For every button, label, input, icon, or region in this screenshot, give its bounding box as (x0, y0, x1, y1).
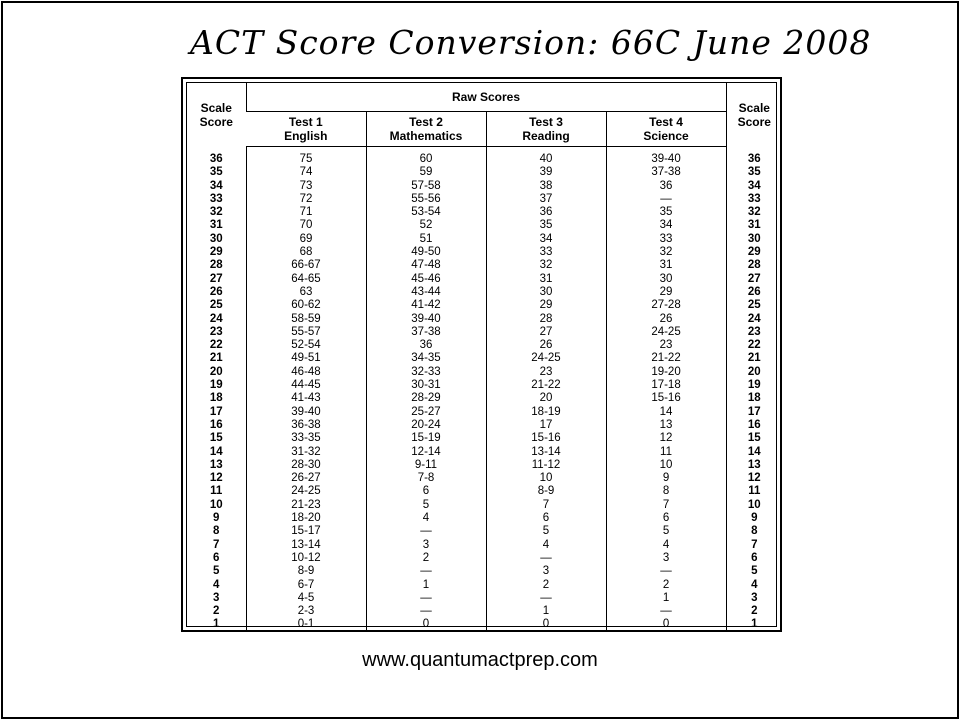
cell-scale-score-right: 11 (726, 485, 782, 498)
cell-scale-score-left: 13 (209, 458, 223, 471)
cell-science: 7 (606, 499, 726, 512)
table-row (187, 326, 782, 339)
cell-mathematics: 43-44 (366, 286, 486, 299)
cell-english: 36-38 (246, 419, 366, 432)
cell-science: 36 (606, 180, 726, 193)
header-test2-mathematics: Test 2 Mathematics (366, 112, 486, 147)
cell-english: 13-14 (246, 539, 366, 552)
cell-science: 24-25 (606, 326, 726, 339)
cell-english: 55-57 (246, 326, 366, 339)
cell-reading: 4 (486, 539, 606, 552)
cell-science: 8 (606, 485, 726, 498)
table-row (187, 379, 782, 392)
cell-scale-score-right: 19 (726, 379, 782, 392)
cell-scale-score-left: 34 (209, 179, 223, 192)
cell-scale-score-left: 27 (209, 272, 223, 285)
table-row (187, 539, 782, 552)
cell-science: 35 (606, 206, 726, 219)
cell-scale-score-left: 5 (213, 565, 220, 578)
cell-english: 46-48 (246, 366, 366, 379)
cell-english: 15-17 (246, 525, 366, 538)
cell-reading: 35 (486, 219, 606, 232)
cell-scale-score-left: 22 (209, 339, 223, 352)
cell-scale-score-left: 24 (209, 312, 223, 325)
table-row (187, 180, 782, 193)
cell-reading: 23 (486, 366, 606, 379)
table-row (187, 552, 782, 565)
cell-reading: 39 (486, 166, 606, 179)
cell-scale-score-right: 17 (726, 406, 782, 419)
cell-scale-score-right: 31 (726, 219, 782, 232)
table-row (187, 366, 782, 379)
cell-mathematics: 6 (366, 485, 486, 498)
table-row (187, 459, 782, 472)
cell-reading: 37 (486, 193, 606, 206)
table-row (187, 219, 782, 232)
cell-english: 68 (246, 246, 366, 259)
cell-english: 69 (246, 233, 366, 246)
cell-reading: 34 (486, 233, 606, 246)
cell-english: 64-65 (246, 273, 366, 286)
cell-mathematics: 52 (366, 219, 486, 232)
cell-scale-score-left: 7 (213, 538, 220, 551)
cell-english: 8-9 (246, 565, 366, 578)
cell-reading: — (486, 552, 606, 565)
cell-mathematics: 41-42 (366, 299, 486, 312)
cell-reading: 10 (486, 472, 606, 485)
cell-science: 2 (606, 579, 726, 592)
cell-scale-score-left: 10 (209, 498, 223, 511)
cell-scale-score-right: 14 (726, 446, 782, 459)
cell-scale-score-left: 14 (209, 445, 223, 458)
cell-english: 24-25 (246, 485, 366, 498)
cell-english: 6-7 (246, 579, 366, 592)
table-row (187, 419, 782, 432)
cell-english: 4-5 (246, 592, 366, 605)
cell-scale-score-right: 35 (726, 166, 782, 179)
cell-scale-score-right: 21 (726, 352, 782, 365)
cell-english: 52-54 (246, 339, 366, 352)
cell-reading: 8-9 (486, 485, 606, 498)
cell-science: — (606, 193, 726, 206)
cell-scale-score-left: 17 (209, 405, 223, 418)
cell-scale-score-right: 18 (726, 392, 782, 405)
cell-scale-score-right: 26 (726, 286, 782, 299)
cell-reading: 29 (486, 299, 606, 312)
cell-reading: 7 (486, 499, 606, 512)
cell-reading: 3 (486, 565, 606, 578)
table-row (187, 565, 782, 578)
conversion-table (187, 83, 782, 632)
cell-reading: 33 (486, 246, 606, 259)
cell-scale-score-left: 8 (213, 525, 220, 538)
cell-scale-score-left: 21 (209, 352, 223, 365)
cell-reading: 24-25 (486, 352, 606, 365)
cell-english: 21-23 (246, 499, 366, 512)
cell-reading: 20 (486, 392, 606, 405)
cell-science: 6 (606, 512, 726, 525)
cell-scale-score-right: 16 (726, 419, 782, 432)
cell-reading: 15-16 (486, 432, 606, 445)
cell-science: 32 (606, 246, 726, 259)
table-row (187, 313, 782, 326)
cell-mathematics: 57-58 (366, 180, 486, 193)
cell-reading: 2 (486, 579, 606, 592)
cell-mathematics: 55-56 (366, 193, 486, 206)
cell-english: 72 (246, 193, 366, 206)
cell-scale-score-right: 30 (726, 233, 782, 246)
cell-mathematics: 37-38 (366, 326, 486, 339)
cell-science: 17-18 (606, 379, 726, 392)
table-row (187, 592, 782, 605)
cell-scale-score-left: 28 (209, 259, 223, 272)
cell-mathematics: 53-54 (366, 206, 486, 219)
cell-scale-score-left: 1 (213, 618, 220, 631)
cell-science: 11 (606, 446, 726, 459)
cell-scale-score-left: 11 (210, 485, 223, 498)
cell-scale-score-left: 35 (209, 166, 223, 179)
cell-english: 71 (246, 206, 366, 219)
cell-mathematics: 47-48 (366, 259, 486, 272)
cell-english: 31-32 (246, 446, 366, 459)
cell-scale-score-right: 10 (726, 499, 782, 512)
cell-scale-score-right: 8 (726, 525, 782, 538)
cell-science: — (606, 565, 726, 578)
cell-scale-score-right: 29 (726, 246, 782, 259)
cell-science: 9 (606, 472, 726, 485)
cell-mathematics: — (366, 605, 486, 618)
cell-english: 0-1 (246, 618, 366, 631)
table-row (187, 259, 782, 272)
cell-reading: 30 (486, 286, 606, 299)
cell-science: 1 (606, 592, 726, 605)
cell-english: 44-45 (246, 379, 366, 392)
cell-mathematics: — (366, 525, 486, 538)
table-row (187, 206, 782, 219)
cell-mathematics: 59 (366, 166, 486, 179)
cell-scale-score-right: 4 (726, 579, 782, 592)
cell-english: 70 (246, 219, 366, 232)
cell-science: 26 (606, 313, 726, 326)
cell-science: 29 (606, 286, 726, 299)
cell-science: 33 (606, 233, 726, 246)
cell-mathematics: 7-8 (366, 472, 486, 485)
cell-english: 58-59 (246, 313, 366, 326)
table-inner-border (186, 82, 777, 631)
header-test4-science: Test 4 Science (606, 112, 726, 147)
cell-science: 4 (606, 539, 726, 552)
cell-science: 14 (606, 406, 726, 419)
table-row (187, 605, 782, 618)
cell-scale-score-left: 16 (209, 418, 223, 431)
cell-science: 21-22 (606, 352, 726, 365)
cell-reading: 17 (486, 419, 606, 432)
slide-title: ACT Score Conversion: 66C June 2008 (190, 23, 872, 62)
header-scale-score-right: Scale Score (726, 83, 782, 147)
cell-reading: 21-22 (486, 379, 606, 392)
cell-english: 75 (246, 147, 366, 167)
cell-science: 5 (606, 525, 726, 538)
cell-scale-score-left: 15 (209, 432, 223, 445)
table-row (187, 273, 782, 286)
cell-mathematics: 32-33 (366, 366, 486, 379)
cell-scale-score-left: 3 (213, 591, 220, 604)
cell-science: 34 (606, 219, 726, 232)
cell-reading: 26 (486, 339, 606, 352)
cell-scale-score-right: 15 (726, 432, 782, 445)
cell-scale-score-left: 29 (209, 246, 223, 259)
cell-science: 27-28 (606, 299, 726, 312)
cell-scale-score-left: 12 (209, 472, 223, 485)
cell-reading: 31 (486, 273, 606, 286)
cell-english: 18-20 (246, 512, 366, 525)
cell-scale-score-right: 2 (726, 605, 782, 618)
header-test3-reading: Test 3 Reading (486, 112, 606, 147)
cell-science: 31 (606, 259, 726, 272)
cell-mathematics: 15-19 (366, 432, 486, 445)
table-row (187, 446, 782, 459)
table-row (187, 193, 782, 206)
cell-reading: 32 (486, 259, 606, 272)
cell-science: 39-40 (606, 147, 726, 167)
cell-mathematics: 12-14 (366, 446, 486, 459)
cell-mathematics: 45-46 (366, 273, 486, 286)
header-test1-english: Test 1 English (246, 112, 366, 147)
cell-reading: 1 (486, 605, 606, 618)
cell-scale-score-right: 7 (726, 539, 782, 552)
cell-english: 10-12 (246, 552, 366, 565)
cell-science: 0 (606, 618, 726, 631)
cell-english: 66-67 (246, 259, 366, 272)
cell-mathematics: 39-40 (366, 313, 486, 326)
cell-english: 28-30 (246, 459, 366, 472)
cell-scale-score-left: 26 (209, 285, 223, 298)
cell-mathematics: 9-11 (366, 459, 486, 472)
cell-scale-score-right: 6 (726, 552, 782, 565)
cell-scale-score-left: 23 (209, 325, 223, 338)
cell-mathematics: 28-29 (366, 392, 486, 405)
table-row (187, 406, 782, 419)
cell-mathematics: 0 (366, 618, 486, 631)
cell-scale-score-right: 5 (726, 565, 782, 578)
cell-mathematics: 60 (366, 147, 486, 167)
cell-mathematics: 2 (366, 552, 486, 565)
cell-mathematics: 30-31 (366, 379, 486, 392)
cell-scale-score-left: 33 (209, 192, 223, 205)
cell-science: 12 (606, 432, 726, 445)
cell-reading: — (486, 592, 606, 605)
cell-scale-score-right: 22 (726, 339, 782, 352)
cell-scale-score-left: 20 (209, 365, 223, 378)
cell-scale-score-left: 32 (209, 206, 223, 219)
cell-mathematics: 51 (366, 233, 486, 246)
cell-scale-score-left: 25 (209, 299, 223, 312)
cell-scale-score-left: 30 (209, 232, 223, 245)
cell-science: 15-16 (606, 392, 726, 405)
cell-reading: 0 (486, 618, 606, 631)
table-row (187, 499, 782, 512)
cell-reading: 11-12 (486, 459, 606, 472)
cell-scale-score-left: 6 (213, 551, 220, 564)
cell-reading: 27 (486, 326, 606, 339)
cell-scale-score-left: 36 (209, 152, 223, 165)
cell-scale-score-left: 2 (213, 605, 220, 618)
cell-science: — (606, 605, 726, 618)
cell-reading: 6 (486, 512, 606, 525)
cell-scale-score-right: 24 (726, 313, 782, 326)
table-row (187, 339, 782, 352)
cell-scale-score-right: 25 (726, 299, 782, 312)
cell-scale-score-left: 19 (209, 379, 223, 392)
table-row (187, 352, 782, 365)
cell-scale-score-right: 36 (726, 147, 782, 167)
cell-mathematics: 1 (366, 579, 486, 592)
table-row (187, 147, 782, 167)
cell-reading: 40 (486, 147, 606, 167)
cell-reading: 18-19 (486, 406, 606, 419)
cell-science: 30 (606, 273, 726, 286)
cell-reading: 36 (486, 206, 606, 219)
cell-scale-score-left: 31 (209, 219, 223, 232)
cell-mathematics: 3 (366, 539, 486, 552)
table-row (187, 618, 782, 631)
cell-mathematics: 34-35 (366, 352, 486, 365)
cell-scale-score-left: 4 (213, 578, 220, 591)
cell-mathematics: 4 (366, 512, 486, 525)
cell-scale-score-right: 1 (726, 618, 782, 631)
cell-scale-score-left: 9 (213, 512, 220, 525)
cell-science: 37-38 (606, 166, 726, 179)
header-scale-score-left: Scale Score (199, 100, 233, 129)
table-row (187, 525, 782, 538)
cell-science: 3 (606, 552, 726, 565)
table-row (187, 392, 782, 405)
table-row (187, 246, 782, 259)
cell-english: 41-43 (246, 392, 366, 405)
cell-scale-score-right: 13 (726, 459, 782, 472)
cell-english: 33-35 (246, 432, 366, 445)
table-row (187, 472, 782, 485)
cell-english: 60-62 (246, 299, 366, 312)
cell-english: 63 (246, 286, 366, 299)
table-row (187, 485, 782, 498)
cell-english: 73 (246, 180, 366, 193)
cell-english: 39-40 (246, 406, 366, 419)
cell-science: 10 (606, 459, 726, 472)
table-row (187, 233, 782, 246)
cell-mathematics: 36 (366, 339, 486, 352)
cell-scale-score-right: 32 (726, 206, 782, 219)
cell-scale-score-right: 33 (726, 193, 782, 206)
header-raw-scores: Raw Scores (246, 83, 726, 112)
cell-mathematics: 49-50 (366, 246, 486, 259)
cell-reading: 5 (486, 525, 606, 538)
cell-science: 13 (606, 419, 726, 432)
cell-scale-score-right: 23 (726, 326, 782, 339)
cell-english: 26-27 (246, 472, 366, 485)
cell-mathematics: — (366, 592, 486, 605)
cell-reading: 38 (486, 180, 606, 193)
cell-science: 23 (606, 339, 726, 352)
table-body (187, 147, 782, 632)
cell-english: 2-3 (246, 605, 366, 618)
table-row (187, 299, 782, 312)
cell-scale-score-right: 20 (726, 366, 782, 379)
score-conversion-table (181, 77, 782, 632)
cell-scale-score-right: 27 (726, 273, 782, 286)
table-row (187, 432, 782, 445)
table-row (187, 286, 782, 299)
footer-url: www.quantumactprep.com (362, 649, 598, 671)
cell-english: 49-51 (246, 352, 366, 365)
cell-scale-score-left: 18 (209, 392, 223, 405)
cell-mathematics: 5 (366, 499, 486, 512)
cell-mathematics: — (366, 565, 486, 578)
cell-reading: 28 (486, 313, 606, 326)
cell-scale-score-right: 28 (726, 259, 782, 272)
cell-science: 19-20 (606, 366, 726, 379)
table-row (187, 166, 782, 179)
table-row (187, 579, 782, 592)
table-row (187, 512, 782, 525)
cell-mathematics: 25-27 (366, 406, 486, 419)
cell-scale-score-right: 34 (726, 180, 782, 193)
cell-mathematics: 20-24 (366, 419, 486, 432)
cell-scale-score-right: 12 (726, 472, 782, 485)
cell-english: 74 (246, 166, 366, 179)
cell-scale-score-right: 9 (726, 512, 782, 525)
cell-reading: 13-14 (486, 446, 606, 459)
cell-scale-score-right: 3 (726, 592, 782, 605)
